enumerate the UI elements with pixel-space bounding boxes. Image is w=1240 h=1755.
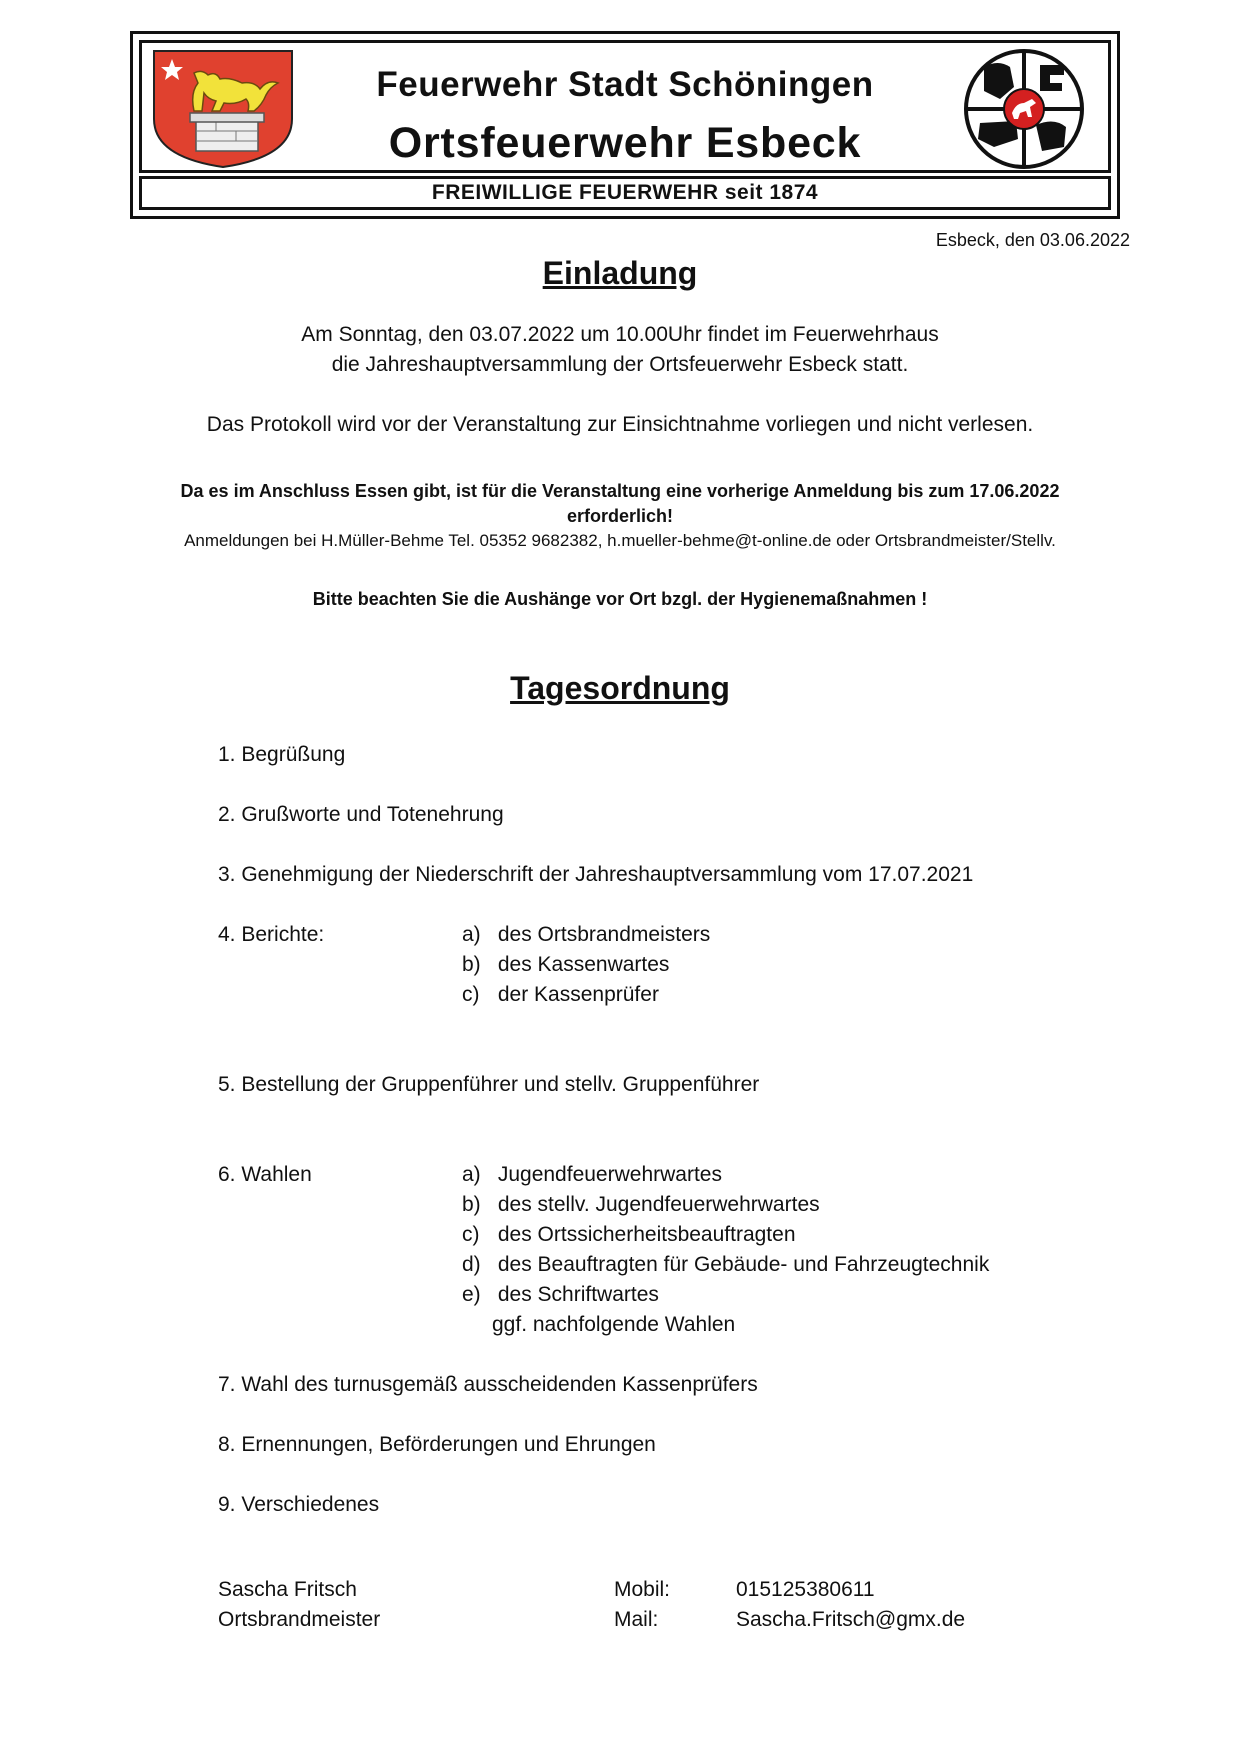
unit-name: Ortsfeuerwehr Esbeck [388, 119, 862, 167]
sub-text: der Kassenprüfer [497, 983, 659, 1006]
sub-letter: d) [462, 1253, 481, 1276]
mail-address: Sascha.Fritsch@gmx.de [736, 1608, 966, 1631]
sub-text: des Ortsbrandmeisters [497, 923, 711, 946]
organization-name: Feuerwehr Stadt Schöningen [376, 65, 874, 104]
sub-text: des Ortssicherheitsbeauftragten [497, 1223, 796, 1246]
signatory-name: Sascha Fritsch [218, 1578, 357, 1601]
sub-text: des Kassenwartes [497, 953, 670, 976]
agenda-item-4-sub-c [462, 983, 659, 1007]
sub-letter: e) [462, 1283, 481, 1306]
invitation-line-2: die Jahreshauptversammlung der Ortsfeuerwehr Esbeck statt. [331, 353, 909, 376]
signatory-role: Ortsbrandmeister [218, 1608, 381, 1631]
hygiene-note: Bitte beachten Sie die Aushänge vor Ort bzgl. der Hygienemaßnahmen ! [312, 589, 928, 609]
sub-letter: b) [462, 953, 481, 976]
agenda-item-6-sub-b [462, 1193, 820, 1217]
registration-notice-line-1: Da es im Anschluss Essen gibt, ist für die Veranstaltung eine vorherige Anmeldung bis zum 17.06.2022 [180, 481, 1060, 501]
agenda-item-4: 4. Berichte: [218, 923, 325, 946]
sub-letter: a) [462, 1163, 481, 1186]
sub-letter: a) [462, 923, 481, 946]
agenda-item-6-sub-c [462, 1223, 796, 1247]
fire-brigade-emblem-icon [944, 47, 1102, 171]
letterhead-title-box [139, 40, 1111, 173]
agenda-item-4-sub-a [462, 923, 710, 947]
mail-label: Mail: [614, 1608, 659, 1631]
agenda-item-6: 6. Wahlen [218, 1163, 312, 1186]
registration-notice-line-2: erforderlich! [566, 506, 674, 526]
agenda-item-2: 2. Grußworte und Totenehrung [218, 803, 504, 826]
agenda-item-8: 8. Ernennungen, Beförderungen und Ehrungen [218, 1433, 656, 1456]
sub-text: des Beauftragten für Gebäude- und Fahrzeugtechnik [497, 1253, 990, 1276]
protocol-note: Das Protokoll wird vor der Veranstaltung zur Einsichtnahme vorliegen und nicht verlesen. [206, 413, 1034, 436]
mobile-label: Mobil: [614, 1578, 671, 1601]
agenda-item-6-sub-a [462, 1163, 722, 1187]
agenda-item-3: 3. Genehmigung der Niederschrift der Jahreshauptversammlung vom 17.07.2021 [218, 863, 974, 886]
sub-text: des stellv. Jugendfeuerwehrwartes [497, 1193, 820, 1216]
document-date: Esbeck, den 03.06.2022 [935, 230, 1130, 250]
agenda-item-6-note: ggf. nachfolgende Wahlen [492, 1313, 736, 1336]
sub-letter: b) [462, 1193, 481, 1216]
sub-letter: c) [462, 983, 480, 1006]
invitation-heading: Einladung [542, 255, 698, 291]
sub-text: des Schriftwartes [497, 1283, 659, 1306]
agenda-heading: Tagesordnung [510, 670, 730, 706]
mobile-number: 015125380611 [736, 1578, 875, 1601]
agenda-item-1: 1. Begrüßung [218, 743, 346, 766]
agenda-item-9: 9. Verschiedenes [218, 1493, 380, 1516]
agenda-item-7: 7. Wahl des turnusgemäß ausscheidenden Kassenprüfers [218, 1373, 758, 1396]
agenda-item-5: 5. Bestellung der Gruppenführer und stellv. Gruppenführer [218, 1073, 760, 1096]
agenda-item-4-sub-b [462, 953, 669, 977]
letterhead [130, 31, 1120, 219]
letterhead-subtitle: FREIWILLIGE FEUERWEHR seit 1874 [139, 176, 1111, 210]
agenda-item-6-sub-e [462, 1283, 659, 1307]
sub-letter: c) [462, 1223, 480, 1246]
invitation-line-1: Am Sonntag, den 03.07.2022 um 10.00Uhr findet im Feuerwehrhaus [301, 323, 939, 346]
registration-contact: Anmeldungen bei H.Müller-Behme Tel. 05352 9682382, h.mueller-behme@t-online.de oder Ortsbrandmeister/Stellv. [184, 531, 1056, 550]
agenda-item-6-sub-d [462, 1253, 989, 1277]
sub-text: Jugendfeuerwehrwartes [497, 1163, 722, 1186]
